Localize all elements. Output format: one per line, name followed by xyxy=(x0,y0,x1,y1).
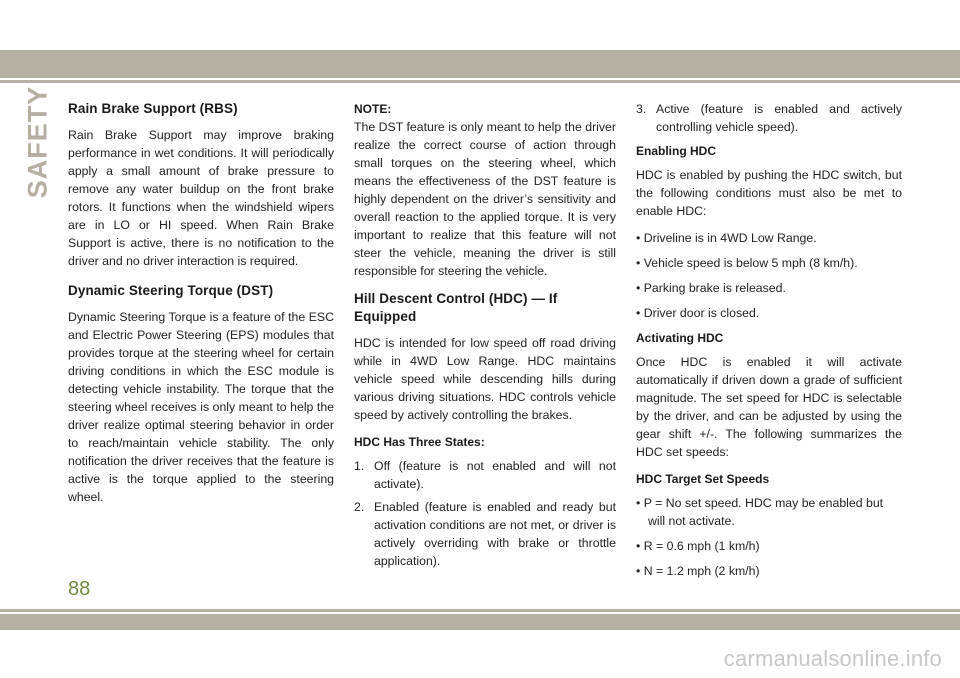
states-list xyxy=(354,457,616,570)
speed-bullet: • R = 0.6 mph (1 km/h) xyxy=(636,539,760,553)
activating-paragraph: Once HDC is enabled it will activate automatically if driven down a grade of sufficient magnitude. The set speed for HDC is selectable by the driver, and can be adjusted by using the gear shift +/-. The following summarizes the HDC set speeds: xyxy=(636,355,902,459)
state-text: Enabled (feature is enabled and ready but activation conditions are not met, or driver is actively overriding with brake or throttle application). xyxy=(374,500,616,568)
rbs-paragraph: Rain Brake Support may improve braking performance in wet conditions. It will periodically apply a small amount of brake pressure to remove any water buildup on the front brake rotors. It functions when the windshield wipers are in LO or HI speed. When Rain Brake Support is active, there is no notification to the driver and no driver interaction is required. xyxy=(68,128,334,268)
state-number: 1. xyxy=(354,459,365,473)
watermark: carmanualsonline.info xyxy=(723,646,942,671)
target-speeds-heading: HDC Target Set Speeds xyxy=(636,472,770,486)
hdc-heading: Hill Descent Control (HDC) — If Equipped xyxy=(354,291,558,324)
page-number: 88 xyxy=(68,578,91,600)
hdc-paragraph: HDC is intended for low speed off road driving while in 4WD Low Range. HDC maintains vehicle speed while descending hills during various driving situations. HDC controls vehicle speed by actively controlling the brakes. xyxy=(354,336,616,422)
rbs-heading: Rain Brake Support (RBS) xyxy=(68,101,238,116)
header-rule xyxy=(0,80,960,83)
column-left xyxy=(68,100,334,515)
state-number: 2. xyxy=(354,500,365,514)
top-margin xyxy=(0,0,960,50)
dst-paragraph: Dynamic Steering Torque is a feature of the ESC and Electric Power Steering (EPS) modules that provides torque at the steering wheel for certain driving conditions in which the ESC module is detecting vehicle instability. The torque that the steering wheel receives is only meant to help the driver realize optimal steering behavior in order to reach/maintain vehicle stability. The only notification the driver receives that the feature is active is the torque applied to the steering wheel. xyxy=(68,310,334,504)
column-right xyxy=(636,100,902,587)
speed-bullet: • P = No set speed. HDC may be enabled but will not activate. xyxy=(636,496,884,528)
section-tab xyxy=(22,85,53,199)
condition-bullet: • Vehicle speed is below 5 mph (8 km/h). xyxy=(636,256,858,270)
enabling-heading: Enabling HDC xyxy=(636,144,716,158)
column-middle xyxy=(354,100,616,577)
condition-bullet: • Driver door is closed. xyxy=(636,306,760,320)
state-item xyxy=(636,100,902,136)
dst-heading: Dynamic Steering Torque (DST) xyxy=(68,283,274,298)
condition-bullet: • Driveline is in 4WD Low Range. xyxy=(636,231,817,245)
section-tab-label: SAFETY xyxy=(22,85,53,199)
state-item xyxy=(354,457,616,493)
activating-heading: Activating HDC xyxy=(636,331,724,345)
note-heading: NOTE: xyxy=(354,102,392,116)
states-heading: HDC Has Three States: xyxy=(354,435,485,449)
footer-bar xyxy=(0,614,960,630)
state-number: 3. xyxy=(636,102,647,116)
speed-bullet: • N = 1.2 mph (2 km/h) xyxy=(636,564,760,578)
condition-bullet: • Parking brake is released. xyxy=(636,281,786,295)
state-text: Active (feature is enabled and actively controlling vehicle speed). xyxy=(656,102,902,134)
state-text: Off (feature is not enabled and will not activate). xyxy=(374,459,616,491)
header-bar xyxy=(0,50,960,78)
note-paragraph: The DST feature is only meant to help the driver realize the correct course of action through small torques on the steering wheel, which means the effectiveness of the DST feature is highly dependent on the driver’s sensitivity and overall reaction to the applied torque. It is very important to realize that this feature will not steer the vehicle, meaning the driver is still responsible for steering the vehicle. xyxy=(354,120,616,278)
footer-rule xyxy=(0,609,960,612)
state-item xyxy=(354,498,616,570)
enabling-paragraph: HDC is enabled by pushing the HDC switch, but the following conditions must also be met to enable HDC: xyxy=(636,168,902,218)
